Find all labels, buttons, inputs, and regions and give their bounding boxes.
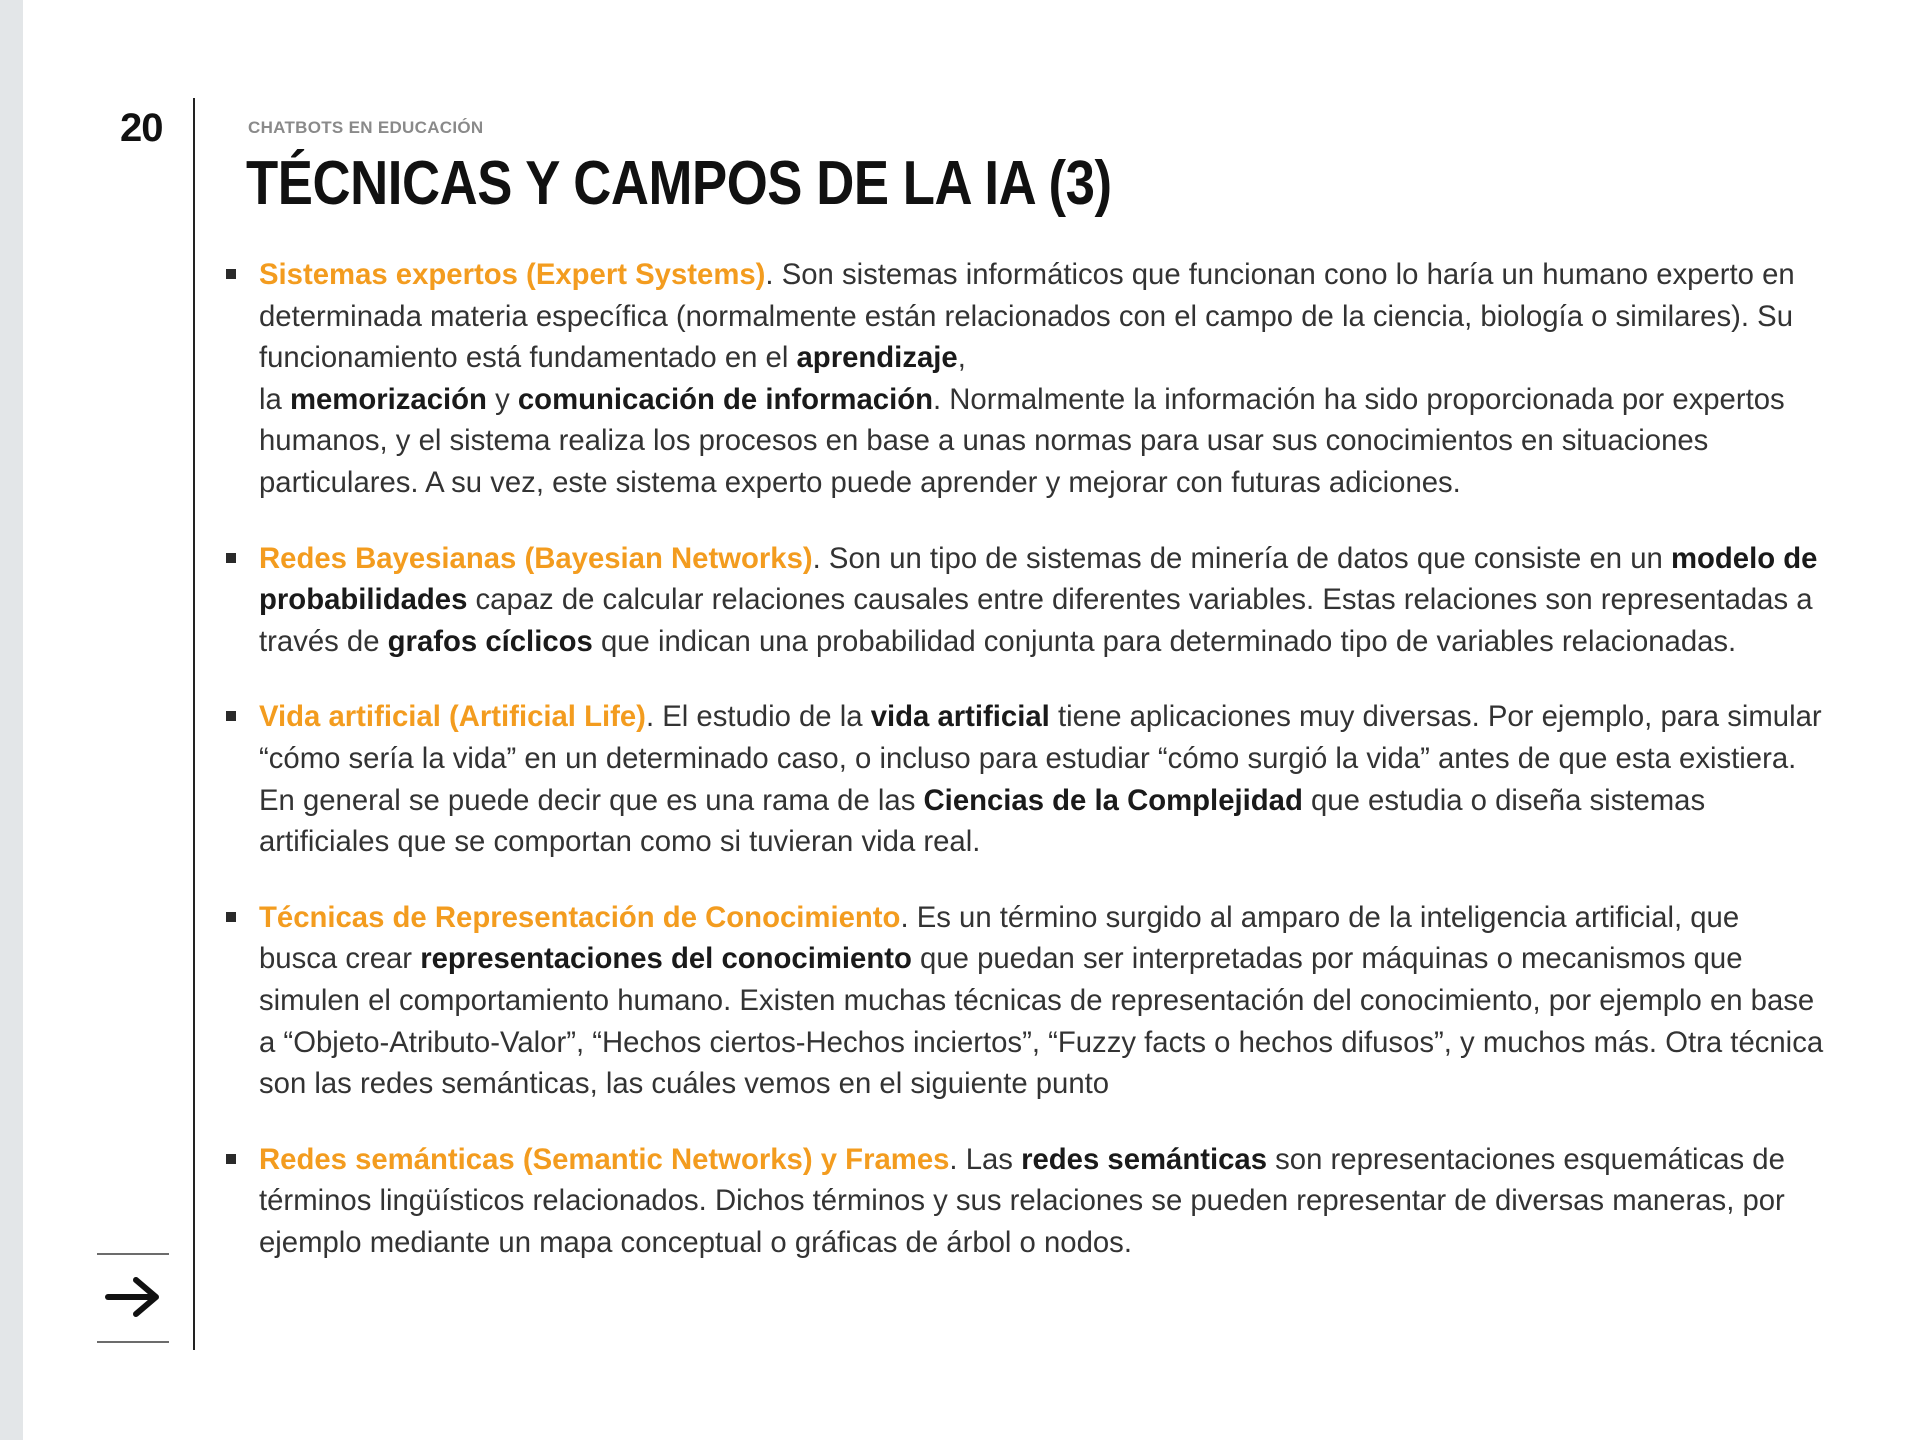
page-number: 20 — [120, 106, 163, 150]
item-paragraph — [259, 538, 1825, 663]
bullet-list — [225, 254, 1825, 1297]
item-paragraph — [259, 1139, 1825, 1264]
bullet-square — [226, 1154, 236, 1164]
vertical-divider — [193, 98, 195, 1350]
list-item — [225, 538, 1825, 663]
item-heading: Vida artificial (Artificial Life) — [259, 700, 646, 734]
item-heading: Redes semánticas (Semantic Networks) y Frames — [259, 1142, 950, 1176]
item-text: que estudia o diseña sistemas artificiales que se comportan como si tuvieran vida real. — [259, 783, 1706, 859]
item-text: . Son sistemas informáticos que funcionan cono lo haría un humano experto en determinada materia específica (normalmente están relacionados con el campo de la ciencia, biología o similares). Su funcionamiento está fundamentado en el — [259, 258, 1795, 375]
nav-divider-top — [97, 1253, 169, 1255]
item-text: . Normalmente la información ha sido proporcionada por expertos humanos, y el sistema realiza los procesos en base a unas normas para usar sus conocimientos en situaciones particulares. A su vez, este sistema experto puede aprender y mejorar con futuras adiciones. — [259, 382, 1785, 499]
item-text: que puedan ser interpretadas por máquinas o mecanismos que simulen el comportamiento humano. Existen muchas técnicas de representación del conocimiento, por ejemplo en base a “Objeto-Atributo-Valor”, “Hechos ciertos-Hechos inciertos”, “Fuzzy facts o hechos difusos”, y muchos más. Otra técnica son las redes semánticas, las cuáles vemos en el siguiente punto — [259, 942, 1824, 1101]
list-item — [225, 696, 1825, 862]
item-emphasis: vida artificial — [870, 700, 1050, 734]
bullet-square — [226, 269, 236, 279]
nav-divider-bottom — [97, 1341, 169, 1343]
item-paragraph — [259, 897, 1825, 1105]
item-text: . Es un término surgido al amparo de la inteligencia artificial, que busca crear — [259, 900, 1740, 976]
item-text: capaz de calcular relaciones causales entre diferentes variables. Estas relaciones son representadas a través de — [259, 583, 1813, 658]
item-text: que indican una probabilidad conjunta para determinado tipo de variables relacionadas. — [592, 624, 1737, 658]
item-text: . Las — [949, 1142, 1022, 1176]
item-paragraph — [259, 696, 1825, 862]
section-kicker: CHATBOTS EN EDUCACIÓN — [248, 118, 484, 137]
item-emphasis: comunicación de información — [517, 382, 933, 416]
item-text: son representaciones esquemáticas de términos lingüísticos relacionados. Dichos términos y sus relaciones se pueden representar de diversas maneras, por ejemplo mediante un mapa conceptual o gráficas de árbol o nodos. — [259, 1142, 1785, 1259]
item-emphasis: redes semánticas — [1021, 1142, 1267, 1176]
item-text: . Son un tipo de sistemas de minería de datos que consiste en un — [812, 541, 1671, 575]
item-text: . El estudio de la — [645, 700, 871, 734]
item-text: tiene aplicaciones muy diversas. Por ejemplo, para simular “cómo sería la vida” en un determinado caso, o incluso para estudiar “cómo surgió la vida” antes de que esta existiera. En general se puede decir que es una rama de las — [259, 700, 1822, 817]
bullet-square — [226, 711, 236, 721]
bullet-square — [226, 912, 236, 922]
list-item — [225, 254, 1825, 504]
item-emphasis: grafos cíclicos — [387, 624, 593, 658]
list-item — [225, 897, 1825, 1105]
item-emphasis: aprendizaje — [796, 341, 958, 375]
item-heading: Sistemas expertos (Expert Systems) — [259, 258, 766, 291]
item-text: y — [486, 382, 518, 416]
list-item — [225, 1139, 1825, 1264]
item-text: , — [957, 341, 966, 375]
item-emphasis: Ciencias de la Complejidad — [923, 783, 1303, 817]
item-heading: Redes Bayesianas (Bayesian Networks) — [259, 541, 813, 575]
page-title: TÉCNICAS Y CAMPOS DE LA IA (3) — [246, 149, 1112, 218]
item-emphasis: representaciones del conocimiento — [420, 942, 912, 976]
left-edge-strip — [0, 0, 23, 1440]
item-emphasis: memorización — [289, 382, 487, 416]
item-emphasis: modelo de probabilidades — [259, 541, 1818, 617]
bullet-square — [226, 553, 236, 563]
item-text: la — [259, 382, 290, 416]
arrow-right-icon — [104, 1272, 164, 1322]
arrow-right-icon[interactable] — [104, 1272, 164, 1322]
item-heading: Técnicas de Representación de Conocimiento — [259, 900, 901, 934]
item-paragraph — [259, 254, 1825, 504]
